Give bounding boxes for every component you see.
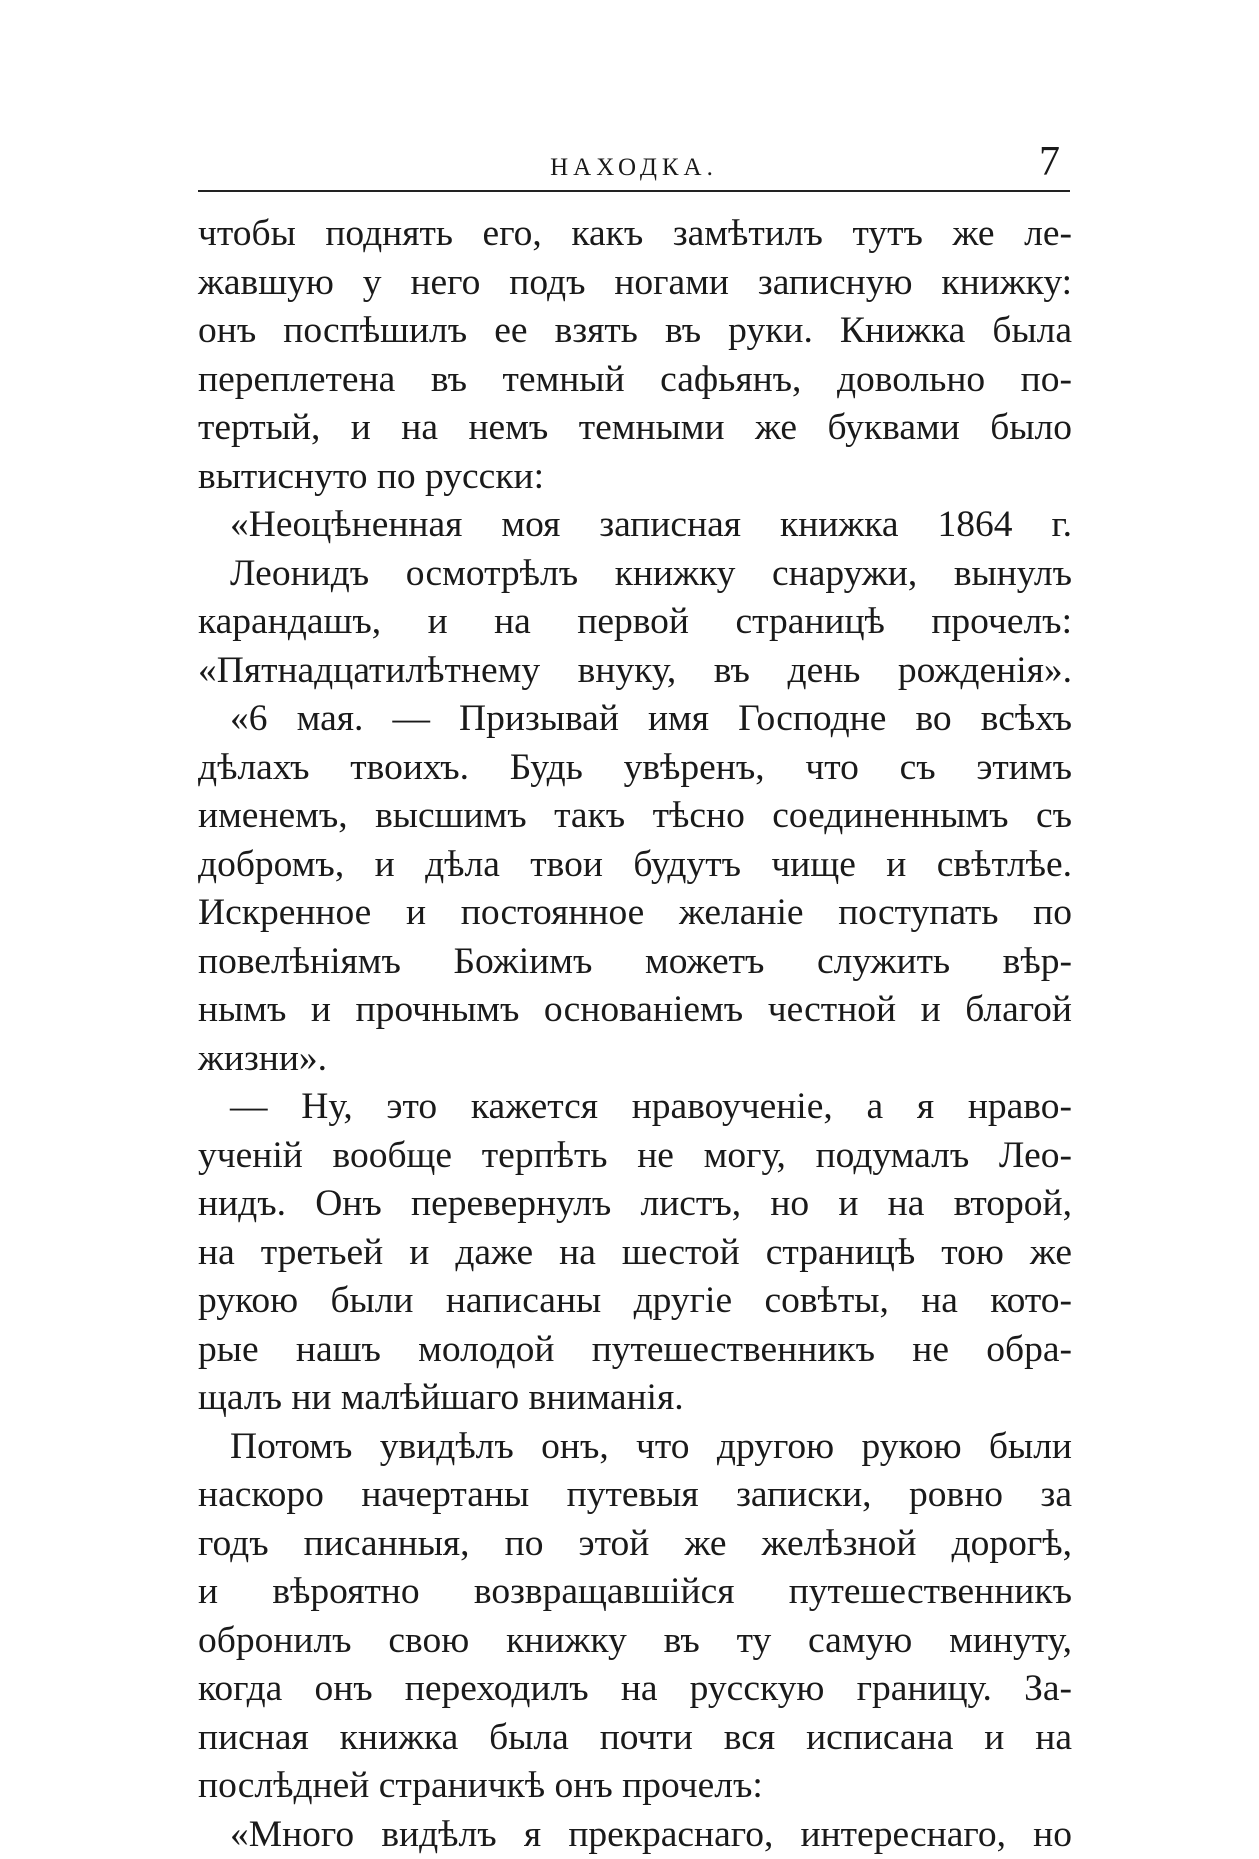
page-number: 7 [1039, 138, 1060, 186]
text-line: именемъ, высшимъ такъ тѣсно соединеннымъ съ [198, 792, 1072, 841]
text-line: обронилъ свою книжку въ ту самую минуту, [198, 1617, 1072, 1666]
text-line: жизни». [198, 1035, 1072, 1084]
text-line: «6 мая. — Призывай имя Господне во всѣхъ [198, 695, 1072, 744]
running-title: НАХОДКА. [198, 154, 1070, 182]
text-line: на третьей и даже на шестой страницѣ тою же [198, 1229, 1072, 1278]
text-line: переплетена въ темный сафьянъ, довольно по- [198, 356, 1072, 405]
page-header [198, 142, 1070, 192]
text-line: «Пятнадцатилѣтнему внуку, въ день рожденія». [198, 647, 1072, 696]
text-line: годъ писанныя, по этой же желѣзной дорогѣ, [198, 1520, 1072, 1569]
text-line: вытиснуто по русски: [198, 453, 1072, 502]
text-line: — Ну, это кажется нравоученіе, а я нраво- [198, 1083, 1072, 1132]
text-line: наскоро начертаны путевыя записки, ровно за [198, 1471, 1072, 1520]
text-line: Потомъ увидѣлъ онъ, что другою рукою были [198, 1423, 1072, 1472]
text-line: послѣдней страничкѣ онъ прочелъ: [198, 1762, 1072, 1811]
text-line: чтобы поднять его, какъ замѣтилъ тутъ же ле- [198, 210, 1072, 259]
text-line: карандашъ, и на первой страницѣ прочелъ: [198, 598, 1072, 647]
text-line: онъ поспѣшилъ ее взять въ руки. Книжка была [198, 307, 1072, 356]
text-line: щалъ ни малѣйшаго вниманія. [198, 1374, 1072, 1423]
text-line: Искренное и постоянное желаніе поступать по [198, 889, 1072, 938]
text-line: повелѣніямъ Божіимъ можетъ служить вѣр- [198, 938, 1072, 987]
text-line: рые нашъ молодой путешественникъ не обра- [198, 1326, 1072, 1375]
text-line: дѣлахъ твоихъ. Будь увѣренъ, что съ этимъ [198, 744, 1072, 793]
text-line: «Много видѣлъ я прекраснаго, интереснаго, но [198, 1811, 1072, 1859]
text-line: Леонидъ осмотрѣлъ книжку снаружи, вынулъ [198, 550, 1072, 599]
text-line: и вѣроятно возвращавшійся путешественникъ [198, 1568, 1072, 1617]
text-line: тертый, и на немъ темными же буквами было [198, 404, 1072, 453]
text-line: нидъ. Онъ перевернулъ листъ, но и на второй, [198, 1180, 1072, 1229]
text-line: писная книжка была почти вся исписана и на [198, 1714, 1072, 1763]
text-line: «Неоцѣненная моя записная книжка 1864 г. [198, 501, 1072, 550]
body-text [198, 210, 1072, 1859]
text-line: рукою были написаны другіе совѣты, на кото- [198, 1277, 1072, 1326]
text-line: жавшую у него подъ ногами записную книжку: [198, 259, 1072, 308]
text-line: ученій вообще терпѣть не могу, подумалъ Лео- [198, 1132, 1072, 1181]
text-line: когда онъ переходилъ на русскую границу. За- [198, 1665, 1072, 1714]
text-line: добромъ, и дѣла твои будутъ чище и свѣтлѣе. [198, 841, 1072, 890]
text-line: нымъ и прочнымъ основаніемъ честной и благой [198, 986, 1072, 1035]
